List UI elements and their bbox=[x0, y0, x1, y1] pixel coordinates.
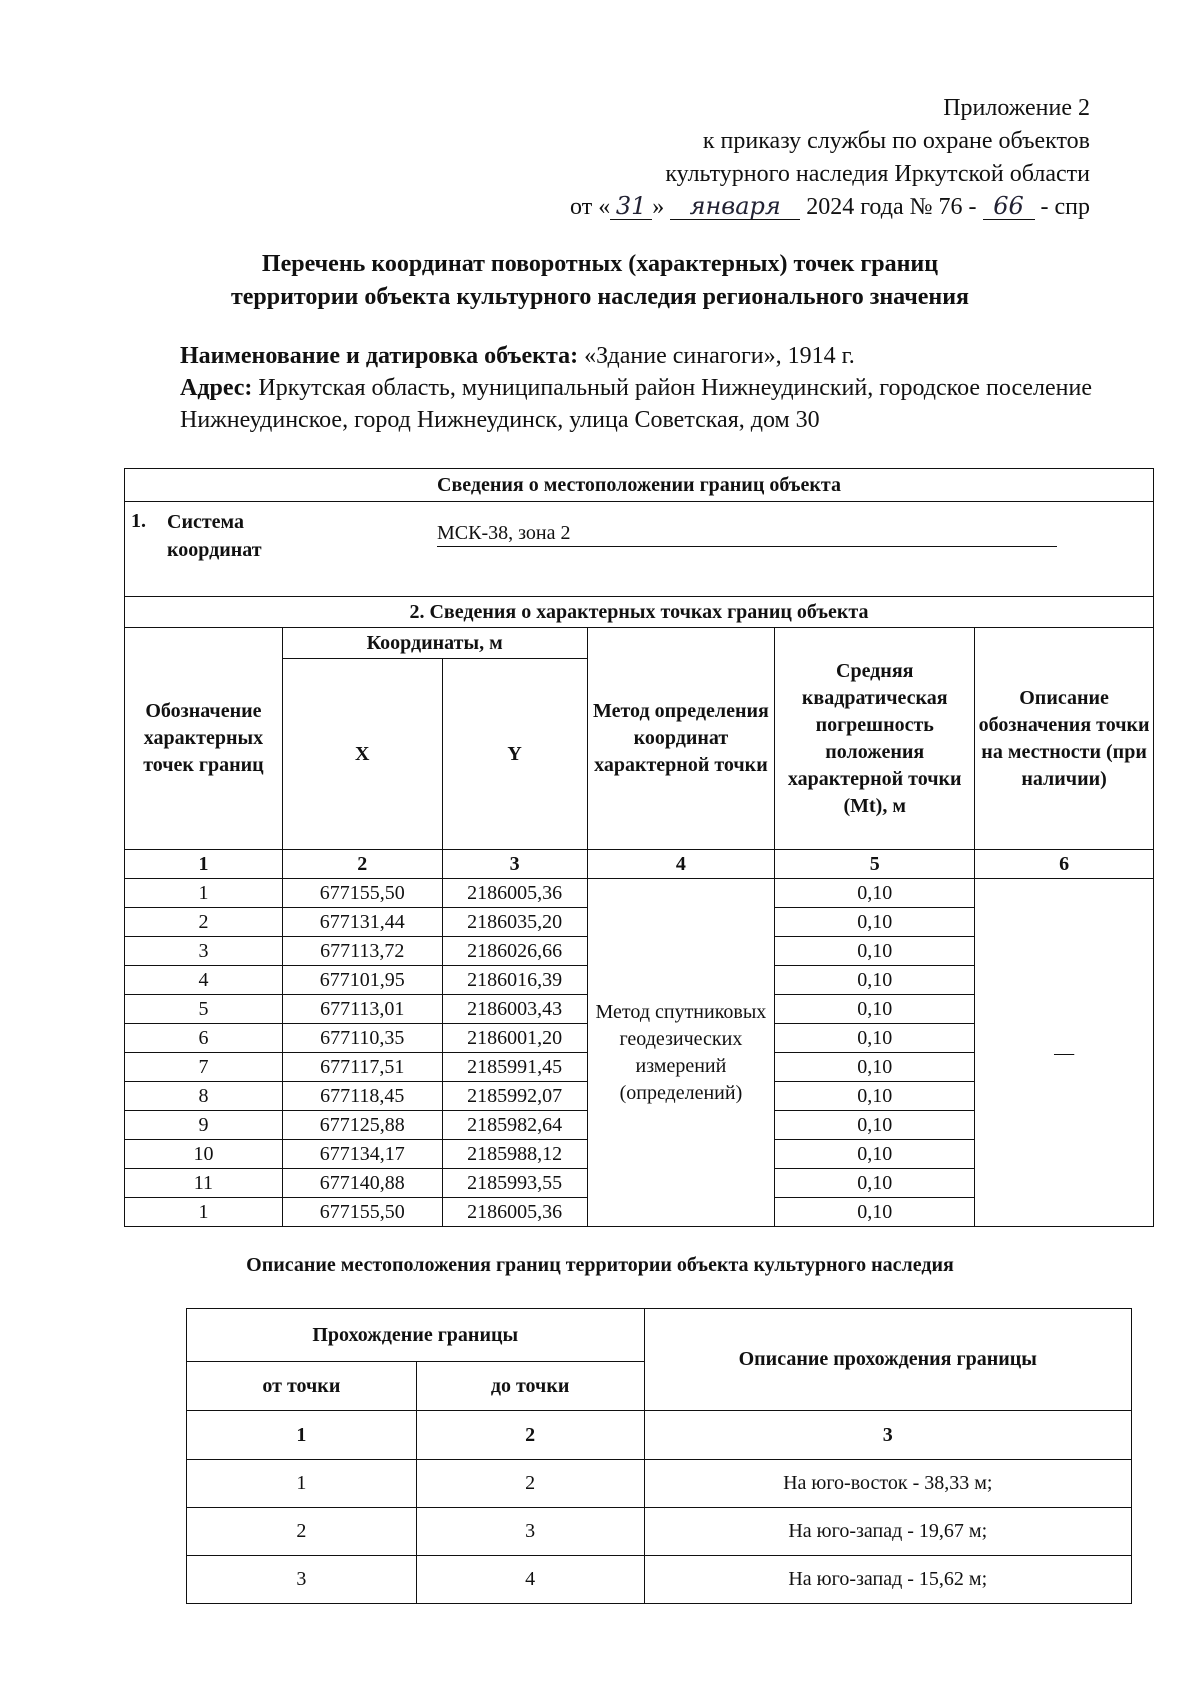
table-row bbox=[187, 1556, 1132, 1604]
coord-system-value: МСК-38, зона 2 bbox=[437, 522, 571, 544]
object-name-label: Наименование и датировка объекта: bbox=[180, 343, 579, 369]
object-name-value: «Здание синагоги», 1914 г. bbox=[584, 343, 855, 369]
error-cell: 0,10 bbox=[775, 1140, 975, 1169]
col-num: 1 bbox=[187, 1411, 417, 1460]
col-num: 1 bbox=[125, 850, 283, 879]
col-num: 5 bbox=[775, 850, 975, 879]
col-num: 3 bbox=[442, 850, 587, 879]
col-num: 6 bbox=[975, 850, 1154, 879]
section-2-header: 2. Сведения о характерных точках границ объекта bbox=[125, 597, 1154, 628]
coord-system-num: 1. bbox=[131, 510, 146, 532]
x-cell: 677125,88 bbox=[282, 1111, 442, 1140]
object-address-value: Иркутская область, муниципальный район Нижнеудинский, городское поселение Нижнеудинское, город Нижнеудинск, улица Советская, дом 30 bbox=[180, 375, 1093, 433]
boundary-table bbox=[186, 1308, 1132, 1604]
error-cell: 0,10 bbox=[775, 1024, 975, 1053]
table1-header: Сведения о местоположении границ объекта bbox=[125, 469, 1154, 502]
col-to-header: до точки bbox=[416, 1362, 644, 1411]
method-cell: Метод спутниковых геодезических измерений (определений) bbox=[587, 879, 775, 1227]
coord-system-row bbox=[125, 502, 1154, 597]
point-cell: 1 bbox=[125, 1198, 283, 1227]
point-cell: 4 bbox=[125, 966, 283, 995]
error-cell: 0,10 bbox=[775, 1111, 975, 1140]
col-passage-header: Прохождение границы bbox=[187, 1309, 645, 1362]
error-cell: 0,10 bbox=[775, 908, 975, 937]
date-prefix: от « bbox=[570, 194, 611, 220]
x-cell: 677155,50 bbox=[282, 1198, 442, 1227]
y-cell: 2185993,55 bbox=[442, 1169, 587, 1198]
point-cell: 9 bbox=[125, 1111, 283, 1140]
annex-line-3: культурного наследия Иркутской области bbox=[665, 161, 1090, 187]
point-cell: 6 bbox=[125, 1024, 283, 1053]
order-number: 66 bbox=[983, 193, 1035, 220]
y-cell: 2185988,12 bbox=[442, 1140, 587, 1169]
title-line-2: территории объекта культурного наследия регионального значения bbox=[230, 284, 970, 310]
date-year-no: 2024 года № 76 - bbox=[806, 194, 977, 220]
error-cell: 0,10 bbox=[775, 937, 975, 966]
col-num: 2 bbox=[416, 1411, 644, 1460]
col-num: 3 bbox=[644, 1411, 1132, 1460]
date-month: января bbox=[670, 193, 800, 220]
object-address-label: Адрес: bbox=[180, 375, 253, 401]
from-cell: 1 bbox=[187, 1460, 417, 1508]
from-cell: 2 bbox=[187, 1508, 417, 1556]
to-cell: 4 bbox=[416, 1556, 644, 1604]
order-suffix: - спр bbox=[1040, 194, 1090, 220]
error-cell: 0,10 bbox=[775, 1198, 975, 1227]
table-row bbox=[125, 879, 1154, 908]
desc-cell: — bbox=[975, 879, 1154, 1227]
point-cell: 10 bbox=[125, 1140, 283, 1169]
col-error-header: Средняя квадратическая погрешность положения характерной точки (Mt), м bbox=[775, 628, 975, 850]
y-cell: 2185991,45 bbox=[442, 1053, 587, 1082]
to-cell: 2 bbox=[416, 1460, 644, 1508]
boundary-desc-cell: На юго-запад - 19,67 м; bbox=[644, 1508, 1132, 1556]
x-cell: 677118,45 bbox=[282, 1082, 442, 1111]
y-cell: 2185982,64 bbox=[442, 1111, 587, 1140]
point-cell: 2 bbox=[125, 908, 283, 937]
date-day: 31 bbox=[610, 193, 652, 220]
col-method-header: Метод определения координат характерной точки bbox=[587, 628, 775, 850]
point-cell: 1 bbox=[125, 879, 283, 908]
point-cell: 3 bbox=[125, 937, 283, 966]
point-cell: 5 bbox=[125, 995, 283, 1024]
error-cell: 0,10 bbox=[775, 1169, 975, 1198]
error-cell: 0,10 bbox=[775, 879, 975, 908]
point-cell: 11 bbox=[125, 1169, 283, 1198]
col-desc-header: Описание обозначения точки на местности (при наличии) bbox=[975, 628, 1154, 850]
annex-date-line bbox=[490, 191, 1090, 224]
from-cell: 3 bbox=[187, 1556, 417, 1604]
y-cell: 2185992,07 bbox=[442, 1082, 587, 1111]
error-cell: 0,10 bbox=[775, 966, 975, 995]
x-cell: 677140,88 bbox=[282, 1169, 442, 1198]
y-cell: 2186003,43 bbox=[442, 995, 587, 1024]
boundary-desc-cell: На юго-запад - 15,62 м; bbox=[644, 1556, 1132, 1604]
x-cell: 677117,51 bbox=[282, 1053, 442, 1082]
object-info bbox=[180, 340, 1140, 436]
y-cell: 2186016,39 bbox=[442, 966, 587, 995]
coord-system-underline bbox=[437, 546, 1057, 547]
col-x-header: X bbox=[282, 659, 442, 850]
x-cell: 677110,35 bbox=[282, 1024, 442, 1053]
annex-line-1: Приложение 2 bbox=[943, 95, 1090, 121]
x-cell: 677113,72 bbox=[282, 937, 442, 966]
col-boundary-desc-header: Описание прохождения границы bbox=[644, 1309, 1132, 1411]
x-cell: 677155,50 bbox=[282, 879, 442, 908]
date-mid: » bbox=[652, 194, 665, 220]
col-num: 2 bbox=[282, 850, 442, 879]
col-point-header: Обозначение характерных точек границ bbox=[125, 628, 283, 850]
table-row bbox=[187, 1508, 1132, 1556]
point-cell: 8 bbox=[125, 1082, 283, 1111]
y-cell: 2186035,20 bbox=[442, 908, 587, 937]
error-cell: 0,10 bbox=[775, 1082, 975, 1111]
annex-line-2: к приказу службы по охране объектов bbox=[702, 128, 1090, 154]
col-coords-header: Координаты, м bbox=[282, 628, 587, 659]
boundary-desc-cell: На юго-восток - 38,33 м; bbox=[644, 1460, 1132, 1508]
x-cell: 677113,01 bbox=[282, 995, 442, 1024]
error-cell: 0,10 bbox=[775, 1053, 975, 1082]
y-cell: 2186005,36 bbox=[442, 1198, 587, 1227]
error-cell: 0,10 bbox=[775, 995, 975, 1024]
y-cell: 2186001,20 bbox=[442, 1024, 587, 1053]
table-row bbox=[187, 1460, 1132, 1508]
point-cell: 7 bbox=[125, 1053, 283, 1082]
y-cell: 2186026,66 bbox=[442, 937, 587, 966]
col-from-header: от точки bbox=[187, 1362, 417, 1411]
y-cell: 2186005,36 bbox=[442, 879, 587, 908]
document-title bbox=[100, 248, 1100, 314]
coordinates-table bbox=[124, 468, 1154, 1227]
annex-header bbox=[490, 92, 1090, 224]
coord-system-label: Система координат bbox=[167, 511, 262, 561]
title-line-1: Перечень координат поворотных (характерных) точек границ bbox=[261, 251, 939, 277]
to-cell: 3 bbox=[416, 1508, 644, 1556]
col-y-header: Y bbox=[442, 659, 587, 850]
col-num: 4 bbox=[587, 850, 775, 879]
x-cell: 677131,44 bbox=[282, 908, 442, 937]
boundary-description-title: Описание местоположения границ территории объекта культурного наследия bbox=[246, 1254, 954, 1276]
x-cell: 677101,95 bbox=[282, 966, 442, 995]
x-cell: 677134,17 bbox=[282, 1140, 442, 1169]
